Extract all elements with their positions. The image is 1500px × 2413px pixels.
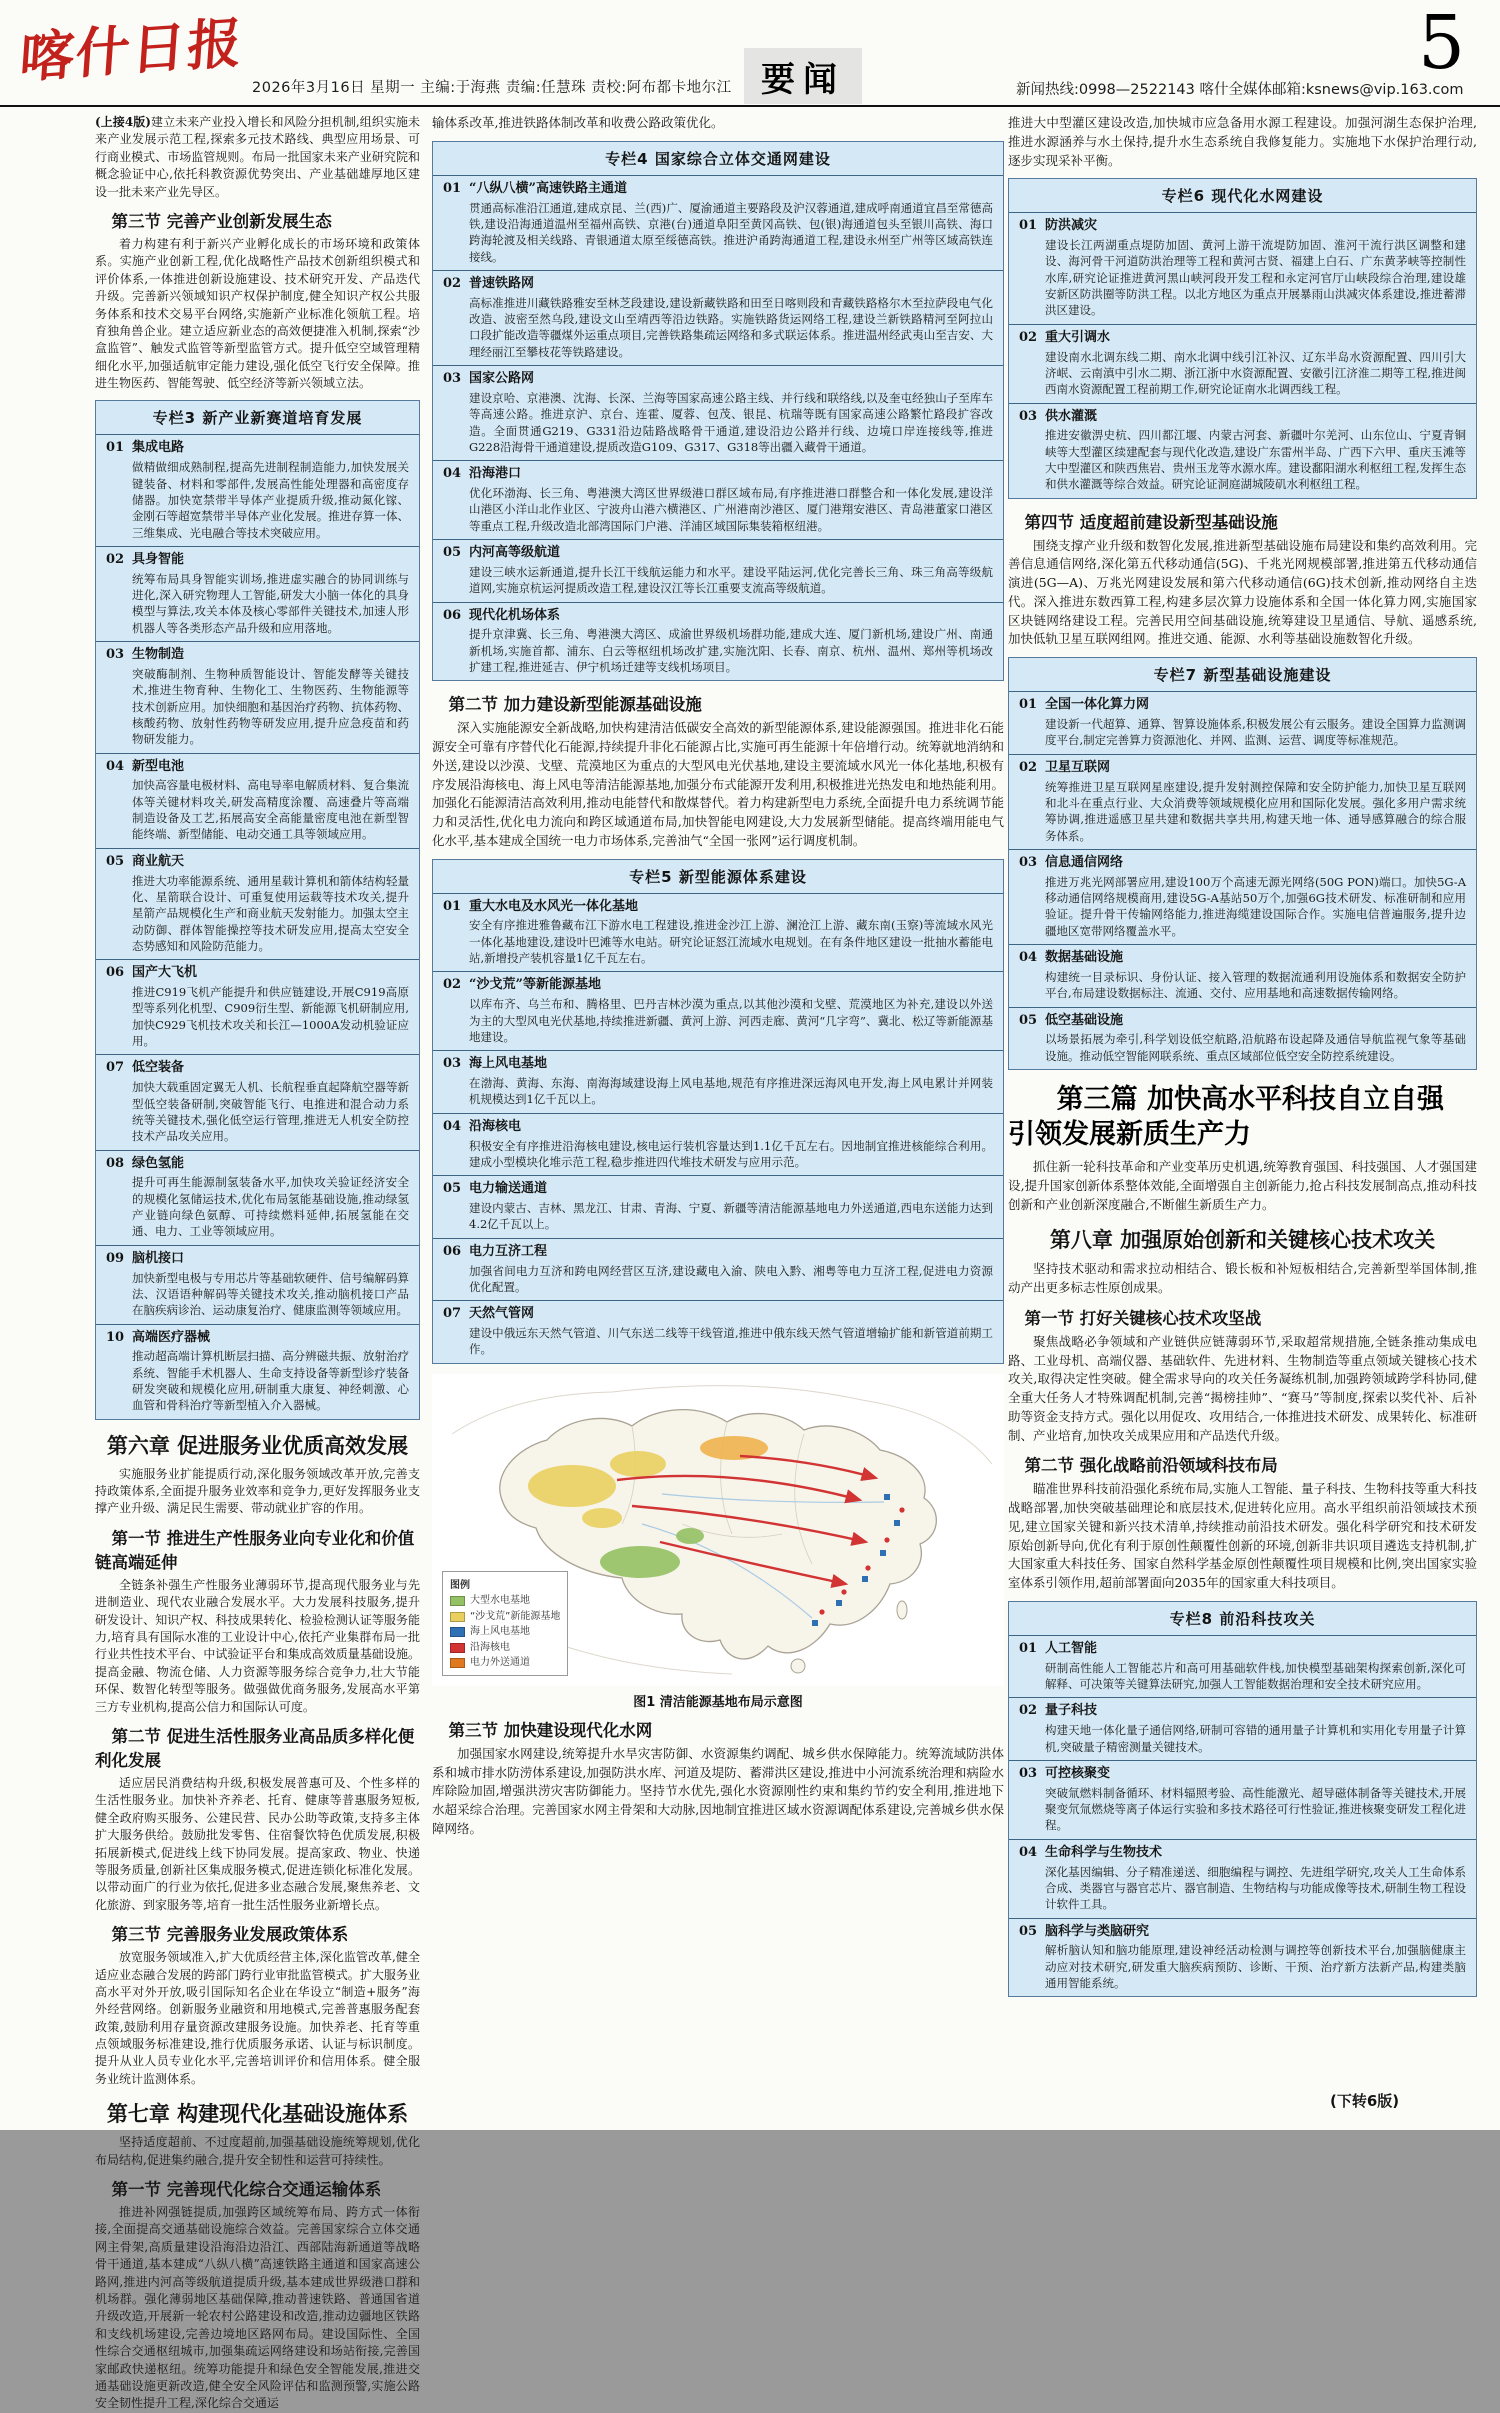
item-number: 05 (1019, 1923, 1038, 1939)
section-heading: 第一节 完善现代化综合交通运输体系 (111, 2180, 382, 2200)
feature-box-title: 专栏5 新型能源体系建设 (433, 860, 1003, 894)
feature-box-item-text: 优化环渤海、长三角、粤港澳大湾区世界级港口群区域布局,有序推进港口群整合和一体化发展,建设洋山港区小洋山北作业区、宁波舟山港六横港区、广州港南沙港区、厦门港翔安港区、青岛港董家口港区等重点工程,升级改造北部湾国际门户港、洋浦区域国际集装箱枢纽港。 (469, 486, 993, 533)
feature-box-item-text: 加强省间电力互济和跨电网经营区互济,建设藏电入渝、陕电入黔、湘粤等电力互济工程,促进电力资源优化配置。 (469, 1263, 993, 1294)
clean-energy-map-figure (432, 1374, 1004, 1710)
feature-box-item-text: 加快高容量电极材料、高电导率电解质材料、复合集流体等关键材料攻关,研发高精度涂覆、高速叠片等高端制造设备及工艺,拓展高安全高能量密度电池在新型智能终端、新型储能、电动交通工具等领域应用。 (132, 778, 409, 842)
item-number: 04 (106, 758, 125, 774)
feature-box-item-title: 03 海上风电基地 (443, 1055, 993, 1074)
feature-box-item-text: 研制高性能人工智能芯片和高可用基础软件栈,加快模型基础架构探索创新,深化可解释、可决策等关键算法研究,加强人工智能数据治理和安全技术研究应用。 (1045, 1660, 1466, 1692)
feature-box-item (96, 1246, 419, 1325)
item-number: 02 (106, 551, 125, 567)
body-paragraph: 围绕支撑产业升级和数智化发展,推进新型基础设施布局建设和集约高效利用。完善信息通信网络,深化第五代移动通信(5G)、千兆光网规模部署,推进第五代移动通信演进(5G—A)、万兆光网建设发展和第六代移动通信(6G)技术创新,推动网络自主迭代。深入推进东数西算工程,构建多层次算力设施体系和全国一体化算力网,实施国家区块链网络建设工程。完善民用空间基础设施,统筹建设卫星通信、导航、遥感系统,加快低轨卫星互联网组网。推进交通、能源、水利等基础设施数智化升级。 (1008, 537, 1477, 647)
body-paragraph: 适应居民消费结构升级,积极发展普惠可及、个性多样的生活性服务业。加快补齐养老、托育、健康等普惠服务短板,健全政府购买服务、公建民营、民办公助等政策,支持多主体扩大服务供给。鼓励批发零售、住宿餐饮特色优质发展,积极拓展新模式,促进线上线下协同发展。提高家政、物业、快递等服务质量,创新社区集成服务模式,促进连锁化标准化发展。以带动面广的行业为依托,促进多业态融合发展,聚焦养老、文化旅游、到家服务等,培育一批生活性服务业新增长点。 (95, 1775, 420, 1912)
feature-box-item (433, 1301, 1003, 1363)
figure-caption: 图1 清洁能源基地布局示意图 (633, 1694, 803, 1710)
feature-box-zhuanlan-4 (432, 141, 1004, 682)
item-number: 07 (106, 1060, 125, 1076)
legend-label: 电力外送通道 (470, 1657, 530, 1669)
item-number: 08 (106, 1155, 125, 1171)
body-paragraph: 坚持适度超前、不过度超前,加强基础设施统筹规划,优化布局结构,促进集约融合,提升安全韧性和运营可持续性。 (95, 2135, 420, 2167)
feature-box-item-text: 突破氚燃料制备循环、材料辐照考验、高性能激光、超导磁体制备等关键技术,开展聚变氘氚燃烧等离子体运行实验和多技术路径可行性验证,推进核聚变研发工程化进程。 (1045, 1785, 1466, 1833)
map-legend-title: 图例 (450, 1580, 470, 1592)
feature-box-item (96, 849, 419, 960)
feature-box-item-text: 建设中俄远东天然气管道、川气东送二线等干线管道,推进中俄东线天然气管道增输扩能和新管道前期工作。 (469, 1326, 993, 1357)
feature-box-item-text: 解析脑认知和脑功能原理,建设神经活动检测与调控等创新技术平台,加强脑健康主动应对技术研究,研发重大脑疾病预防、诊断、干预、治疗新方法新产品,构建类脑通用智能系统。 (1045, 1943, 1466, 1991)
item-number: 10 (106, 1329, 125, 1345)
feature-box-item-text: 高标准推进川藏铁路雅安至林芝段建设,建设新藏铁路和田至日喀则段和青藏铁路格尔木至拉萨段电气化改造、波密至然乌段,建设文山至靖西等沿边铁路。实施铁路货运网络工程,建设兰新铁路精河至阿拉山口段扩能改造等疆煤外运重点项目,完善铁路集疏运网络和多式联运体系。推进温州经武夷山至吉安、大理经丽江至攀枝花等铁路建设。 (469, 295, 993, 359)
feature-box-item-title: 02 量子科技 (1019, 1702, 1466, 1721)
map-legend-item (450, 1624, 560, 1640)
feature-box-item (1009, 1698, 1476, 1761)
feature-box-item (433, 972, 1003, 1051)
item-number: 02 (1019, 1703, 1038, 1719)
item-number: 07 (443, 1306, 462, 1322)
feature-box-item (96, 1325, 419, 1419)
section-heading: 第三节 完善服务业发展政策体系 (111, 1925, 349, 1945)
feature-box-item (96, 1151, 419, 1246)
feature-box-item (96, 754, 419, 849)
feature-box-item (433, 540, 1003, 603)
feature-box-item-title: 03 供水灌溉 (1019, 408, 1466, 427)
feature-box-item-title: 02 普速铁路网 (443, 275, 993, 294)
feature-box-item (433, 1114, 1003, 1177)
newspaper-logo: 喀什日报 (17, 9, 246, 91)
item-number: 03 (1019, 408, 1038, 424)
feature-box-item-title: 01 “八纵八横”高速铁路主通道 (443, 180, 993, 199)
legend-label: “沙戈荒”新能源基地 (470, 1610, 561, 1622)
map-legend-item (450, 1655, 560, 1671)
masthead-rule (0, 105, 1500, 107)
dateline: 2026年3月16日 星期一 主编:于海燕 责编:任慧珠 责校:阿布都卡地尔江 (252, 80, 732, 96)
column-middle (432, 114, 1004, 2110)
item-number: 01 (1019, 218, 1038, 234)
legend-swatch (450, 1627, 465, 1637)
feature-box-item-text: 突破酶制剂、生物种质智能设计、智能发酵等关键技术,推进生物育种、生物化工、生物医药、生物能源等技术创新应用。加快细胞和基因治疗药物、抗体药物、核酸药物、放射性药物等研发应用,提升应急疫苗和药物研发能力。 (132, 666, 409, 747)
desert-base-area (528, 1465, 616, 1507)
feature-box-item-title: 02 卫星互联网 (1019, 759, 1466, 778)
feature-box-item-title: 04 沿海核电 (443, 1118, 993, 1137)
column-left (95, 114, 420, 2411)
body-paragraph: 着力构建有利于新兴产业孵化成长的市场环境和政策体系。实施产业创新工程,优化战略性产品技术创新组织模式和评价体系,一体推进创新设施建设、技术研究开发、产品迭代升级。完善新兴领域知识产权保护制度,健全知识产权公共服务体系和技术交易平台网络,实施新产业标准化领航工程。培育独角兽企业。建立适应新业态的高效便捷准入机制,探索“沙盒监管”、触发式监管等新型监管方式。提升低空空域管理精细化水平,加强适航审定能力建设,强化低空飞行安全保障。推进生物医药、智能驾驶、低空经济等新兴领域立法。 (95, 236, 420, 391)
feature-box-item (433, 1239, 1003, 1302)
feature-box-item-title: 03 生物制造 (106, 646, 409, 665)
feature-box-item-title: 03 国家公路网 (443, 370, 993, 389)
chapter-heading: 第八章 加强原始创新和关键核心技术攻关 (1049, 1228, 1436, 1253)
feature-box-title: 专栏7 新型基础设施建设 (1009, 658, 1476, 692)
feature-box-item-title: 01 重大水电及水风光一体化基地 (443, 898, 993, 917)
feature-box-item-title: 03 信息通信网络 (1019, 854, 1466, 873)
feature-box-item-title: 07 天然气管网 (443, 1305, 993, 1324)
body-paragraph: 全链条补强生产性服务业薄弱环节,提高现代服务业与先进制造业、现代农业融合发展水平。大力发展科技服务,提升研发设计、知识产权、科技成果转化、检验检测认证等服务能力,培育具有国际水准的工业设计中心,依托产业集群布局一批行业共性技术平台、中试验证平台和集成高效质量基础设施。提高金融、物流仓储、人力资源等服务综合竞争力,壮大节能环保、数智化转型等服务。做强做优商务服务,发展高水平第三方专业机构,提高公信力和国际认可度。 (95, 1577, 420, 1714)
feature-box-item (1009, 850, 1476, 945)
body-paragraph: 深入实施能源安全新战略,加快构建清洁低碳安全高效的新型能源体系,建设能源强国。推进非化石能源安全可靠有序替代化石能源,持续提升非化石能源占比,实施可再生能源十年倍增行动。统筹就地消纳和外送,建设以沙漠、戈壁、荒漠地区为重点的大型风电光伏基地,建设主要流域水风光一体化基地,积极有序发展沿海核电、海上风电等清洁能源基地,加强分布式能源开发利用,积极推进光热发电和地热能利用。加强化石能源清洁高效利用,推动电能替代和散煤替代。着力构建新型电力系统,全面提升电力系统调节能力和灵活性,优化电力流向和跨区域通道布局,加快智能电网建设,大力发展新型储能。提高终端用能电气化水平,基本建成全国统一电力市场体系,完善油气“全国一张网”运行调度机制。 (432, 720, 1004, 848)
item-number: 01 (1019, 1640, 1038, 1656)
feature-box-item-text: 建设新一代超算、通算、智算设施体系,积极发展公有云服务。建设全国算力监测调度平台,制定完善算力资源池化、并网、监测、运营、调度等标准规范。 (1045, 717, 1466, 748)
body-paragraph: 实施服务业扩能提质行动,深化服务领域改革开放,完善支持政策体系,全面提升服务业效率和竞争力,更好发挥服务业支撑产业升级、满足民生需要、带动就业扩容的作用。 (95, 1466, 420, 1516)
body-paragraph: 聚焦战略必争领域和产业链供应链薄弱环节,采取超常规措施,全链条推动集成电路、工业母机、高端仪器、基础软件、先进材料、生物制造等重点领域关键核心技术攻关,取得决定性突破。健全需求导向的攻关任务凝练机制,加强跨领域跨学科协同,健全重大任务人才特殊调配机制,完善“揭榜挂帅”、“赛马”等制度,探索以奖代补、后补助等资金支持方式。强化以用促攻、攻用结合,一体推进技术研发、成果转化、标准研制、产业培育,加快攻关成果应用和产品迭代升级。 (1008, 1333, 1477, 1443)
feature-box-item (1009, 692, 1476, 755)
feature-box-item (433, 1176, 1003, 1239)
feature-box-item-text: 推进C919飞机产能提升和供应链建设,开展C919高原型等系列化机型、C909衍生型、新能源飞机研制应用,加快C929飞机技术攻关和长江—1000A发动机验证应用。 (132, 985, 409, 1049)
feature-box-item-text: 建设长江两湖重点堤防加固、黄河上游干流堤防加固、淮河干流行洪区调整和建设、海河骨干河道防洪治理等工程和黄河古贤、福建上白石、广东黄茅峡等控制性水库,研究论证推进黄河黑山峡河段开发工程和永定河官厅山峡段综合治理,建设雄安新区防洪圈等防洪工程。以北方地区为重点开展暴雨山洪减灾体系建设,推进蓄滞洪区建设。 (1045, 238, 1466, 318)
body-paragraph: 抓住新一轮科技革命和产业变革历史机遇,统筹教育强国、科技强国、人才强国建设,提升国家创新体系整体效能,全面增强自主创新能力,抢占科技发展制高点,推动科技创新和产业创新深度融合,不断催生新质生产力。 (1008, 1159, 1477, 1212)
feature-box-item-title: 05 内河高等级航道 (443, 544, 993, 563)
part-heading: 第三篇 加快高水平科技自立自强 引领发展新质生产力 (1008, 1084, 1444, 1151)
body-paragraph: 坚持技术驱动和需求拉动相结合、锻长板和补短板相结合,完善新型举国体制,推动产出更多标志性原创成果。 (1008, 1261, 1477, 1296)
feature-box-item-title: 03 可控核聚变 (1019, 1765, 1466, 1784)
feature-box-item-title: 01 防洪减灾 (1019, 217, 1466, 236)
legend-label: 大型水电基地 (470, 1595, 530, 1607)
feature-box-zhuanlan-5 (432, 859, 1004, 1364)
feature-box-item-text: 构建统一目录标识、身份认证、接入管理的数据流通利用设施体系和数据安全防护平台,布局建设数据标注、流通、交付、应用基地和高速数据传输网络。 (1045, 969, 1466, 1001)
item-number: 03 (1019, 1765, 1038, 1781)
feature-box-item-title: 05 电力输送通道 (443, 1180, 993, 1199)
feature-box-zhuanlan-3 (95, 400, 420, 1419)
feature-box-item (433, 366, 1003, 461)
map-legend-item (450, 1640, 560, 1656)
feature-box-item-text: 建设内蒙古、吉林、黑龙江、甘肃、青海、宁夏、新疆等清洁能源基地电力外送通道,西电东送能力达到4.2亿千瓦以上。 (469, 1201, 993, 1232)
feature-box-item (1009, 404, 1476, 498)
item-number: 03 (443, 1056, 462, 1072)
feature-box-item-title: 07 低空装备 (106, 1059, 409, 1078)
feature-box-item-title: 01 全国一体化算力网 (1019, 696, 1466, 715)
chapter-heading: 第七章 构建现代化基础设施体系 (106, 2102, 409, 2127)
feature-box-zhuanlan-8 (1008, 1601, 1477, 1997)
map-legend-item (450, 1593, 560, 1609)
feature-box-item-text: 推动超高端计算机断层扫描、高分辨磁共振、放射治疗系统、智能手术机器人、生命支持设备等新型诊疗装备研发突破和规模化应用,研制重大康复、神经刺激、心血管和骨科治疗等新型植入介入器械。 (132, 1349, 409, 1413)
continued-from-note: (上接4版) (95, 115, 151, 129)
feature-box-title: 专栏8 前沿科技攻关 (1009, 1602, 1476, 1636)
chapter-heading: 第六章 促进服务业优质高效发展 (106, 1433, 409, 1458)
feature-box-item (433, 894, 1003, 973)
feature-box-item-title: 06 国产大飞机 (106, 964, 409, 983)
feature-box-item (1009, 1919, 1476, 1997)
feature-box-item (96, 547, 419, 642)
feature-box-item-title: 06 电力互济工程 (443, 1243, 993, 1262)
feature-box-item (1009, 1636, 1476, 1699)
feature-box-zhuanlan-6 (1008, 178, 1477, 498)
item-number: 01 (443, 180, 462, 196)
feature-box-item (1009, 755, 1476, 850)
item-number: 05 (443, 545, 462, 561)
section-label: 要闻 (744, 48, 862, 104)
body-paragraph: (上接4版)建立未来产业投入增长和风险分担机制,组织实施未来产业发展示范工程,探索多元技术路线、典型应用场景、可行商业模式、市场监管规则。布局一批国家未来产业研究院和概念验证中心,依托科教资源优势突出、产业基础雄厚地区建设一批未来产业先导区。 (95, 115, 420, 199)
item-number: 02 (443, 977, 462, 993)
section-heading: 第一节 打好关键核心技术攻坚战 (1024, 1308, 1262, 1328)
feature-box-item-title: 01 集成电路 (106, 439, 409, 458)
feature-box-item-text: 统筹推进卫星互联网星座建设,提升发射测控保障和安全防护能力,加快卫星互联网和北斗在重点行业、大众消费等领域规模化应用和国际化发展。强化多用户需求统筹协调,推进遥感卫星共建和数据共享共用,构建天地一体、通导感算融合的综合服务体系。 (1045, 779, 1466, 843)
feature-box-item-text: 提升京津冀、长三角、粤港澳大湾区、成渝世界级机场群功能,建成大连、厦门新机场,建设广州、南通新机场,实施首都、浦东、白云等枢纽机场改扩建,实施沈阳、长春、南京、杭州、温州、郑州等机场改扩建工程,推进延吉、伊宁机场迁建等支线机场项目。 (469, 627, 993, 675)
feature-box-item-text: 做精做细成熟制程,提高先进制程制造能力,加快发展关键装备、材料和零部件,发展高性能处理器和高密度存储器。加快宽禁带半导体产业提质升级,推动氮化镓、金刚石等超宽禁带半导体产业化发展。推进存算一体、三维集成、光电融合等技术突破应用。 (132, 460, 409, 540)
feature-box-item (96, 960, 419, 1055)
item-number: 04 (1019, 1844, 1038, 1860)
feature-box-item (433, 603, 1003, 681)
legend-swatch (450, 1643, 465, 1653)
continued-on-note: (下转6版) (1330, 2092, 1400, 2110)
item-number: 05 (443, 1181, 462, 1197)
feature-box-item (96, 1055, 419, 1150)
page-number: 5 (1418, 0, 1466, 86)
feature-box-item-title: 05 脑科学与类脑研究 (1019, 1923, 1466, 1942)
feature-box-item-title: 02 具身智能 (106, 551, 409, 570)
hydro-base-area (600, 1546, 680, 1578)
item-number: 04 (443, 466, 462, 482)
column-right (1008, 114, 1477, 2110)
feature-box-item-title: 04 沿海港口 (443, 465, 993, 484)
feature-box-item (1009, 1008, 1476, 1070)
body-paragraph: 放宽服务领域准入,扩大优质经营主体,深化监管改革,健全适应业态融合发展的跨部门跨行业审批监管模式。扩大服务业高水平对外开放,吸引国际知名企业在华设立“制造+服务”海外经营网络。创新服务业融资和用地模式,完善普惠服务配套政策,鼓励利用存量资源改建服务设施。加快养老、托育等重点领域服务标准建设,推行优质服务承诺、认证与标识制度。提升从业人员专业化水平,完善培训评价和信用体系。健全服务业统计监测体系。 (95, 1950, 420, 2086)
feature-box-item-title: 05 低空基础设施 (1019, 1012, 1466, 1031)
feature-box-item (1009, 325, 1476, 404)
map-legend (442, 1571, 568, 1676)
feature-box-item (433, 271, 1003, 366)
feature-box-item-title: 10 高端医疗器械 (106, 1329, 409, 1348)
body-paragraph: 推进补网强链提质,加强跨区域统筹布局、跨方式一体衔接,全面提高交通基础设施综合效益。完善国家综合立体交通网主骨架,高质量建设沿海沿边沿江、西部陆海新通道等战略骨干通道,基本建成“八纵八横”高速铁路主通道和国家高速公路网,推进内河高等级航道提质升级,基本建成世界级港口群和机场群。强化薄弱地区基础保障,推动普速铁路、普通国省道升级改造,开展新一轮农村公路建设和改造,推动边疆地区铁路和支线机场建设,完善边境地区路网布局。建设国际性、全国性综合交通枢纽城市,加强集疏运网络建设和场站衔接,完善国家邮政快递枢纽。统筹功能提升和绿色安全智能发展,推进交通基础设施更新改造,健全安全风险评估和监测预警,实施公路安全韧性提升工程,深化综合交通运 (95, 2205, 420, 2411)
item-number: 03 (1019, 854, 1038, 870)
feature-box-item-text: 建设南水北调东线二期、南水北调中线引江补汉、辽东半岛水资源配置、四川引大济岷、云南滇中引水二期、浙江浙中水资源配置、安徽引江济淮二期等工程,推进闽西南水资源配置工程前期工作,研究论证南水北调西线工程。 (1045, 349, 1466, 397)
feature-box-title: 专栏4 国家综合立体交通网建设 (433, 142, 1003, 176)
item-number: 04 (443, 1118, 462, 1134)
legend-label: 海上风电基地 (470, 1626, 530, 1638)
body-paragraph: 推进大中型灌区建设改造,加快城市应急备用水源工程建设。加强河湖生态保护治理,推进水源涵养与水土保持,提升水生态系统自我修复能力。实施地下水保护治理行动,逐步实现采补平衡。 (1008, 115, 1477, 168)
feature-box-item-text: 安全有序推进雅鲁藏布江下游水电工程建设,推进金沙江上游、澜沧江上游、藏东南(玉察)等流域水风光一体化基地建设,建设叶巴滩等水电站。研究论证怒江流域水电规划。在有条件地区建设一批抽水蓄能电站,新增投产装机容量1亿千瓦左右。 (469, 918, 993, 966)
item-number: 01 (1019, 697, 1038, 713)
feature-box-title: 专栏3 新产业新赛道培育发展 (96, 401, 419, 435)
section-heading: 第一节 推进生产性服务业向专业化和价值链高端延伸 (95, 1528, 415, 1572)
feature-box-item-text: 统筹布局具身智能实训场,推进虚实融合的协同训练与进化,深入研究物理人工智能,研发大小脑一体化的具身模型与算法,攻关本体及核心零部件关键技术,加速人形机器人等各类形态产品升级和应用落地。 (132, 571, 409, 635)
item-number: 04 (1019, 950, 1038, 966)
body-paragraph: 加强国家水网建设,统筹提升水旱灾害防御、水资源集约调配、城乡供水保障能力。统筹流域防洪体系和城市排水防涝体系建设,加强防洪水库、河道及堤防、蓄滞洪区建设,推进中小河流系统治理和病险水库除险加固,增强洪涝灾害防御能力。坚持节水优先,强化水资源刚性约束和集约节约安全利用,推进地下水超采综合治理。完善国家水网主骨架和大动脉,因地制宜推进区域水资源调配体系建设,完善城乡供水保障网络。 (432, 1745, 1004, 1836)
body-paragraph: 输体系改革,推进铁路体制改革和收费公路政策优化。 (432, 115, 724, 130)
item-number: 06 (106, 965, 125, 981)
feature-box-item-text: 提升可再生能源制氢装备水平,加快攻关验证经济安全的规模化氢储运技术,优化布局氢能基础设施,推动绿氢产业链向绿色氨醇、可持续燃料延伸,拓展氢能在交通、电力、工业等领域应用。 (132, 1175, 409, 1239)
section-heading: 第三节 完善产业创新发展生态 (111, 211, 332, 231)
feature-box-item-text: 积极安全有序推进沿海核电建设,核电运行装机容量达到1.1亿千瓦左右。因地制宜推进核能综合利用。建成小型模块化堆示范工程,稳步推进四代堆技术研发与应用示范。 (469, 1138, 993, 1169)
section-heading: 第二节 强化战略前沿领域科技布局 (1024, 1456, 1278, 1476)
feature-box-item-text: 加快大载重固定翼无人机、长航程垂直起降航空器等新型低空装备研制,突破智能飞行、电推进和混合动力系统等关键技术,强化低空运行管理,推进无人机安全防控技术产品攻关应用。 (132, 1080, 409, 1144)
feature-box-item-text: 贯通高标准沿江通道,建成京昆、兰(西)广、厦渝通道主要路段及沪汉蓉通道,建成呼南通道宜昌至常德高铁,建设沿海通道温州至福州高铁、京港(台)通道阜阳至黄冈高铁、包(银)海通道包头至银川高铁、海口跨海轮渡及相关线路、青银通道太原至绥德高铁。推进沪甬跨海通道工程,建设永州至广州等区域高铁连接线。 (469, 200, 993, 264)
feature-box-item (433, 1051, 1003, 1114)
feature-box-item-title: 01 人工智能 (1019, 1640, 1466, 1659)
section-heading: 第三节 加快建设现代化水网 (448, 1720, 653, 1740)
feature-box-item-text: 深化基因编辑、分子精准递送、细胞编程与调控、先进组学研究,攻关人工生命体系合成、类器官与器官芯片、器官制造、生物结构与功能成像等技术,研制生物工程设计软件工具。 (1045, 1864, 1466, 1912)
feature-box-item-text: 推进安徽淠史杭、四川都江堰、内蒙古河套、新疆叶尔羌河、山东位山、宁夏青铜峡等大型灌区续建配套与现代化改造,建设广东雷州半岛、广西下六甲、重庆玉滩等大中型灌区和陕西焦岩、贵州玉龙等水源水库。建设鄱阳湖水利枢纽工程,发挥生态和供水灌溉等综合效益。研究论证洞庭湖城陵矶水利枢纽工程。 (1045, 428, 1466, 492)
hotline-info: 新闻热线:0998—2522143 喀什全媒体邮箱:ksnews@vip.163.com (1016, 82, 1464, 98)
feature-box-item-text: 以场景拓展为牵引,科学划设低空航路,沿航路布设起降及通信导航监视气象等基础设施。推动低空智能网联系统、重点区域部位低空安全防控系统建设。 (1045, 1032, 1466, 1063)
feature-box-item-text: 加快新型电极与专用芯片等基础软硬件、信号编解码算法、汉语语种解码等关键技术攻关,推动脑机接口产品在脑疾病诊治、运动康复治疗、健康监测等领域应用。 (132, 1270, 409, 1318)
feature-box-item-title: 09 脑机接口 (106, 1250, 409, 1269)
feature-box-item (433, 176, 1003, 271)
feature-box-title: 专栏6 现代化水网建设 (1009, 179, 1476, 213)
feature-box-item (96, 642, 419, 753)
item-number: 06 (443, 607, 462, 623)
legend-swatch (450, 1612, 465, 1622)
legend-label: 沿海核电 (470, 1641, 510, 1653)
item-number: 01 (443, 898, 462, 914)
feature-box-item-title: 04 数据基础设施 (1019, 949, 1466, 968)
map-canvas (432, 1374, 1004, 1686)
map-legend-item (450, 1609, 560, 1625)
item-number: 05 (1019, 1012, 1038, 1028)
item-number: 09 (106, 1250, 125, 1266)
item-number: 02 (1019, 759, 1038, 775)
feature-box-item-title: 04 新型电池 (106, 758, 409, 777)
item-number: 01 (106, 440, 125, 456)
feature-box-item-text: 构建天地一体化量子通信网络,研制可容错的通用量子计算机和实用化专用量子计算机,突破量子精密测量关键技术。 (1045, 1723, 1466, 1754)
feature-box-item-title: 05 商业航天 (106, 853, 409, 872)
feature-box-item (96, 435, 419, 546)
feature-box-item-title: 08 绿色氢能 (106, 1155, 409, 1174)
feature-box-item-text: 推进大功率能源系统、通用星载计算机和箭体结构轻量化、星箭联合设计、可重复使用运载等技术攻关,提升星箭产品规模化生产和商业航天发射能力。加强太空主动防御、群体智能操控等技术研发应用,提高太空安全态势感知和风险防范能力。 (132, 873, 409, 953)
item-number: 05 (106, 853, 125, 869)
feature-box-item-title: 02 重大引调水 (1019, 329, 1466, 348)
feature-box-item (1009, 1761, 1476, 1840)
feature-box-item-title: 02 “沙戈荒”等新能源基地 (443, 976, 993, 995)
feature-box-zhuanlan-7 (1008, 657, 1477, 1070)
item-number: 03 (106, 647, 125, 663)
legend-swatch (450, 1596, 465, 1606)
legend-swatch (450, 1658, 465, 1668)
section-heading: 第四节 适度超前建设新型基础设施 (1024, 512, 1278, 532)
feature-box-item-title: 06 现代化机场体系 (443, 607, 993, 626)
item-number: 06 (443, 1243, 462, 1259)
feature-box-item-text: 推进万兆光网部署应用,建设100万个高速无源光网络(50G PON)端口。加快5G-A移动通信网络规模商用,建设5G-A基站50万个,加强6G技术研发、标准研制和应用验证。提升骨干传输网络能力,推进海缆建设国际合作。实施电信普遍服务,提升边疆地区宽带网络覆盖水平。 (1045, 874, 1466, 938)
feature-box-item-title: 04 生命科学与生物技术 (1019, 1844, 1466, 1863)
feature-box-item-text: 建设三峡水运新通道,提升长江干线航运能力和水平。建设平陆运河,优化完善长三角、珠三角高等级航道网,实施京杭运河提质改造工程,建设汉江等长江重要支流高等级航道。 (469, 564, 993, 596)
feature-box-item-text: 建设京哈、京港澳、沈海、长深、兰海等国家高速公路主线、并行线和联络线,以及奎屯经独山子至库车等高速公路。推进京沪、京台、连霍、厦蓉、包茂、银昆、杭瑞等既有国家高速公路繁忙路段扩容改造。全面贯通G219、G331沿边陆路战略骨干通道,建设沿边公路并行线、边境口岸连接线等,推进G228沿海骨干通道建设,提质改造G109、G317、G318等出疆入藏骨干通道。 (469, 390, 993, 454)
item-number: 02 (1019, 329, 1038, 345)
item-number: 02 (443, 275, 462, 291)
section-heading: 第二节 促进生活性服务业高品质多样化便利化发展 (95, 1726, 415, 1770)
body-paragraph: 瞄准世界科技前沿强化系统布局,实施人工智能、量子科技、生物科技等重大科技战略部署,加快突破基础理论和底层技术,促进转化应用。高水平组织前沿领域技术预见,建立国家关键和新兴技术清单,持续推动前沿技术研发。强化科学研究和技术研发原始创新导向,优化有利于原创性颠覆性创新的环境,创新非共识项目遴选支持机制,扩大国家重大科技任务、国家自然科学基金原创性颠覆性项目规模和比例,突出国家实验室体系引领作用,超前部署面向2035年的国家重大科技项目。 (1008, 1481, 1477, 1591)
section-heading: 第二节 加力建设新型能源基础设施 (448, 695, 702, 715)
feature-box-item (1009, 945, 1476, 1008)
feature-box-item (1009, 1840, 1476, 1919)
feature-box-item (433, 461, 1003, 540)
feature-box-item (1009, 213, 1476, 324)
item-number: 03 (443, 371, 462, 387)
feature-box-item-text: 以库布齐、乌兰布和、腾格里、巴丹吉林沙漠为重点,以其他沙漠和戈壁、荒漠地区为补充,建设以外送为主的大型风电光伏基地,持续推进新疆、黄河上游、河西走廊、黄河“几字弯”、冀北、松辽等新能源基地建设。 (469, 997, 993, 1044)
feature-box-item-text: 在渤海、黄海、东海、南海海域建设海上风电基地,规范有序推进深远海风电开发,海上风电累计并网装机规模达到1亿千瓦以上。 (469, 1076, 993, 1107)
